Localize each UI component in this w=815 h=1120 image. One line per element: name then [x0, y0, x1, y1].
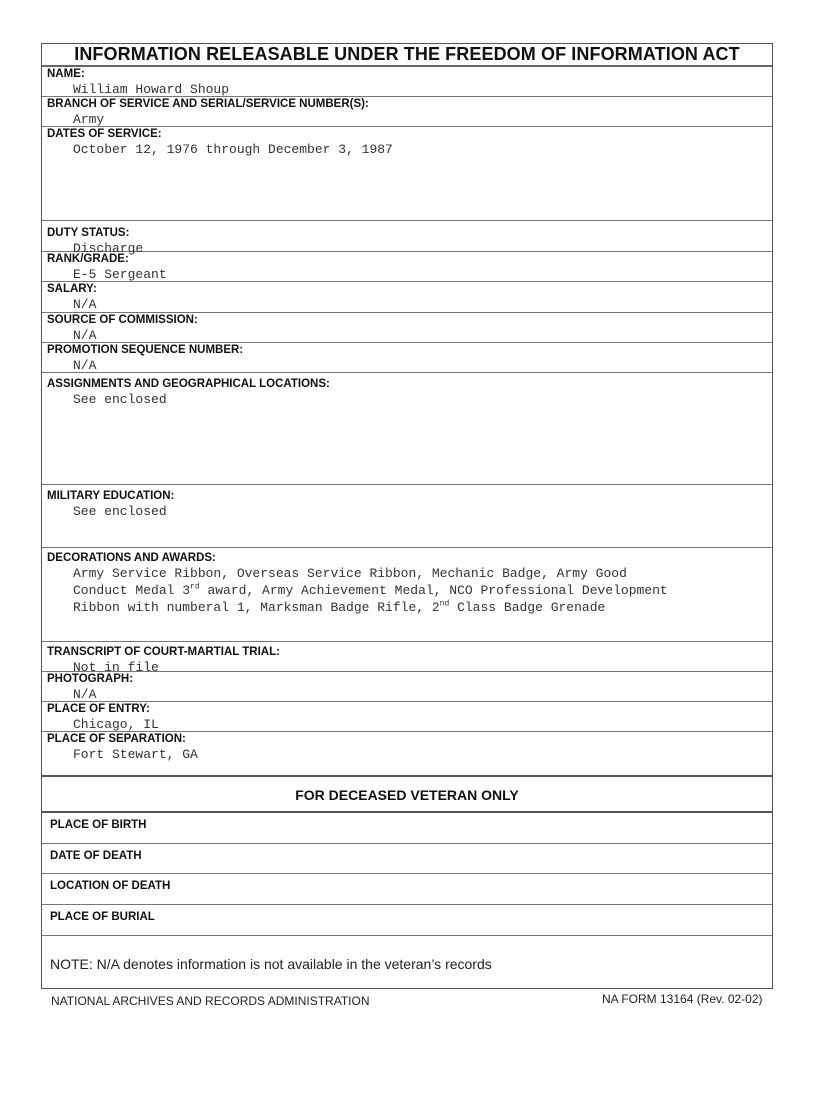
education-label: MILITARY EDUCATION: [47, 490, 175, 502]
decorations-row [42, 548, 772, 642]
duty-status-label: DUTY STATUS: [47, 227, 130, 239]
transcript-label: TRANSCRIPT OF COURT-MARTIAL TRIAL: [47, 646, 280, 658]
rank-value: E-5 Sergeant [73, 267, 167, 282]
education-value: See enclosed [73, 504, 167, 519]
foia-form [41, 43, 773, 989]
salary-value: N/A [73, 297, 97, 312]
decorations-line-2-a: Conduct Medal 3 [73, 583, 191, 598]
rank-row [42, 252, 772, 282]
source-label: SOURCE OF COMMISSION: [47, 314, 198, 326]
decorations-line-2 [42, 582, 772, 599]
deceased-header-row [42, 777, 772, 813]
decorations-line-3 [42, 599, 772, 616]
branch-value: Army [73, 112, 105, 127]
place-of-birth-label: PLACE OF BIRTH [50, 819, 147, 831]
place-of-burial-label: PLACE OF BURIAL [50, 911, 155, 923]
rank-label: RANK/GRADE: [47, 253, 129, 265]
decorations-line-3-b: Class Badge Grenade [449, 600, 606, 615]
decorations-line-1: Army Service Ribbon, Overseas Service Ribbon, Mechanic Badge, Army Good [73, 566, 627, 581]
name-value: William Howard Shoup [73, 82, 230, 97]
ordinal-suffix: rd [190, 582, 200, 592]
photograph-row [42, 672, 772, 702]
date-of-death-row [42, 844, 772, 874]
branch-row [42, 97, 772, 127]
note-row [42, 936, 772, 989]
place-of-separation-row [42, 732, 772, 777]
agency-footer: NATIONAL ARCHIVES AND RECORDS ADMINISTRATION [51, 994, 370, 1008]
salary-row [42, 282, 772, 313]
deceased-header: FOR DECEASED VETERAN ONLY [295, 787, 519, 803]
photograph-label: PHOTOGRAPH: [47, 673, 134, 685]
form-number: NA FORM 13164 (Rev. 02-02) [602, 992, 763, 1006]
photograph-value: N/A [73, 687, 97, 702]
form-title: INFORMATION RELEASABLE UNDER THE FREEDOM OF INFORMATION ACT [42, 44, 772, 67]
date-of-death-label: DATE OF DEATH [50, 850, 142, 862]
dates-label: DATES OF SERVICE: [47, 128, 162, 140]
duty-status-row [42, 221, 772, 256]
promotion-label: PROMOTION SEQUENCE NUMBER: [47, 344, 244, 356]
dates-row [42, 127, 772, 221]
place-of-entry-row [42, 702, 772, 732]
place-of-entry-label: PLACE OF ENTRY: [47, 703, 150, 715]
assignments-value: See enclosed [73, 392, 167, 407]
name-row [42, 67, 772, 97]
location-of-death-label: LOCATION OF DEATH [50, 880, 171, 892]
transcript-row [42, 642, 772, 675]
note-text: NOTE: N/A denotes information is not available in the veteran’s records [50, 956, 492, 972]
decorations-label: DECORATIONS AND AWARDS: [47, 552, 216, 564]
place-of-burial-row [42, 905, 772, 936]
assignments-label: ASSIGNMENTS AND GEOGRAPHICAL LOCATIONS: [47, 378, 330, 390]
place-of-separation-value: Fort Stewart, GA [73, 747, 198, 762]
place-of-entry-value: Chicago, IL [73, 717, 159, 732]
source-value: N/A [73, 328, 97, 343]
branch-label: BRANCH OF SERVICE AND SERIAL/SERVICE NUMBER(S): [47, 98, 369, 110]
transcript-value: Not in file [73, 660, 159, 675]
dates-value: October 12, 1976 through December 3, 1987 [73, 142, 393, 157]
ordinal-suffix: nd [439, 599, 450, 609]
place-of-birth-row [42, 813, 772, 844]
decorations-line-2-b: award, Army Achievement Medal, NCO Professional Development [199, 583, 668, 598]
source-row [42, 313, 772, 343]
promotion-row [42, 343, 772, 373]
promotion-value: N/A [73, 358, 97, 373]
duty-status-value: Discharge [73, 241, 144, 256]
decorations-line-3-a: Ribbon with numberal 1, Marksman Badge Rifle, 2 [73, 600, 440, 615]
education-row [42, 485, 772, 548]
salary-label: SALARY: [47, 283, 97, 295]
place-of-separation-label: PLACE OF SEPARATION: [47, 733, 186, 745]
location-of-death-row [42, 874, 772, 905]
name-label: NAME: [47, 68, 85, 80]
assignments-row [42, 373, 772, 485]
